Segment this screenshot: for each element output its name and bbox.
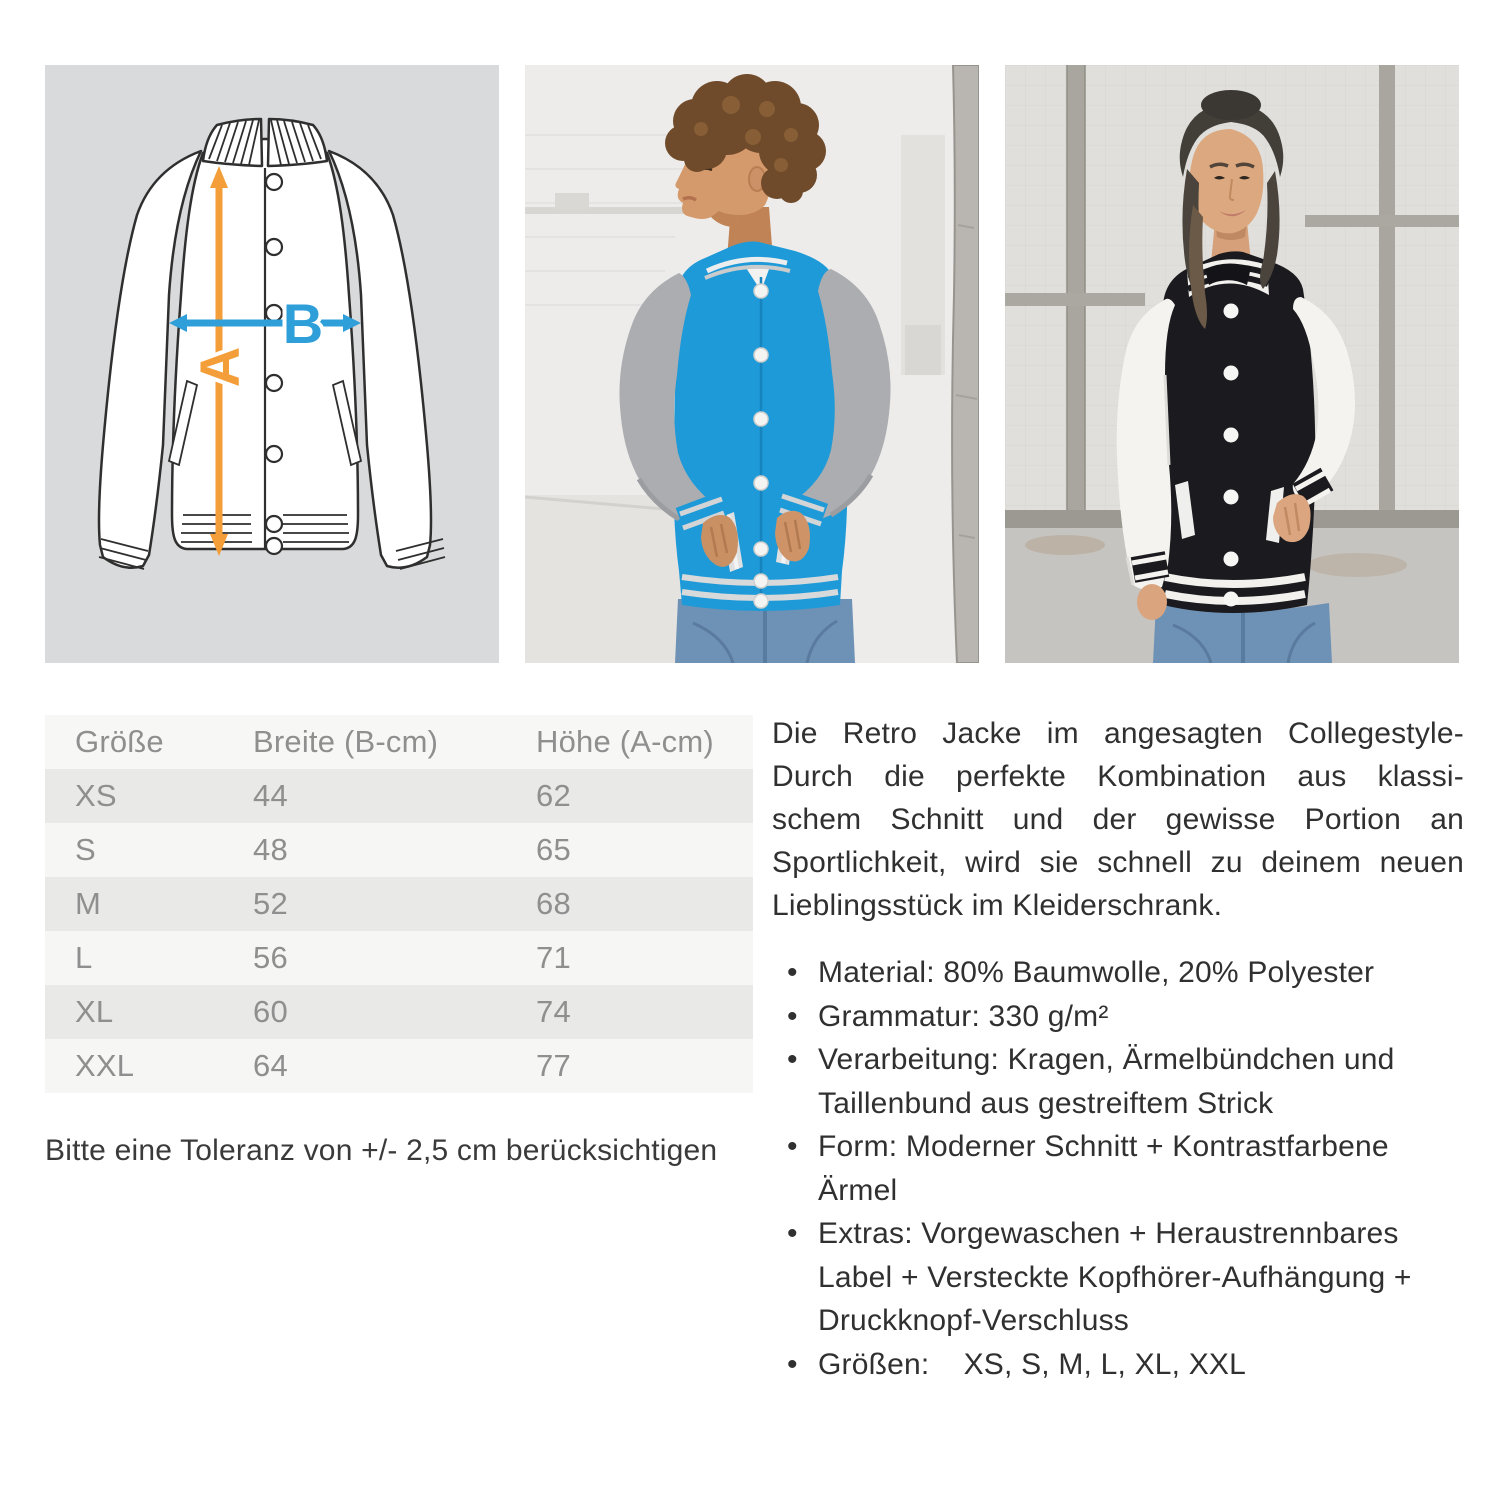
- description-paragraph: [772, 712, 1464, 927]
- feature-item: [772, 1125, 1464, 1212]
- feature-line: • Material: 80% Baumwolle, 20% Polyester: [818, 956, 1375, 989]
- table-cell: 65: [536, 832, 571, 867]
- description-line: Lieblingsstück im Kleiderschrank.: [772, 889, 1223, 922]
- feature-line: Label + Versteckte Kopfhörer-Aufhängung +: [818, 1260, 1412, 1294]
- description-line: Sportlichkeit, wird sie schnell zu deinem neuen: [772, 846, 1464, 879]
- feature-item: [772, 1343, 1464, 1387]
- table-row: [45, 985, 753, 1039]
- feature-line: • Grammatur: 330 g/m²: [818, 999, 1109, 1033]
- table-cell: 44: [253, 778, 288, 813]
- table-row: [45, 823, 753, 877]
- table-cell: 68: [536, 886, 571, 921]
- table-row: [45, 877, 753, 931]
- feature-line: • Größen: XS, S, M, L, XL, XXL: [818, 1347, 1247, 1381]
- table-cell: 64: [253, 1048, 288, 1083]
- size-table-header-row: [45, 715, 753, 769]
- size-diagram-graphic: [45, 65, 499, 663]
- table-row: [45, 769, 753, 823]
- table-cell: 52: [253, 886, 288, 921]
- table-cell: 48: [253, 832, 288, 867]
- table-cell: 62: [536, 778, 571, 813]
- table-cell: XXL: [75, 1048, 135, 1083]
- feature-line: Taillenbund aus gestreiftem Strick: [818, 1086, 1274, 1120]
- label-b: B: [282, 292, 324, 355]
- table-cell: 77: [536, 1048, 571, 1083]
- table-cell: XS: [75, 778, 117, 813]
- female-model-graphic: [1005, 65, 1459, 663]
- size-table-header-cell: Größe: [75, 724, 164, 759]
- table-cell: M: [75, 886, 102, 921]
- size-table-section: [45, 715, 755, 1093]
- description-line: Die Retro Jacke im angesagten Collegestyle-: [772, 717, 1464, 750]
- size-table: [45, 715, 753, 1093]
- feature-line: Ärmel: [818, 1173, 898, 1207]
- feature-line: • Verarbeitung: Kragen, Ärmelbündchen und: [818, 1043, 1395, 1076]
- table-cell: L: [75, 940, 93, 975]
- table-cell: 60: [253, 994, 288, 1029]
- feature-line: • Form: Moderner Schnitt + Kontrastfarbene: [818, 1130, 1389, 1163]
- size-diagram-image[interactable]: [45, 65, 499, 663]
- table-row: [45, 1039, 753, 1093]
- product-image-row: [45, 65, 1459, 663]
- male-model-graphic: [525, 65, 979, 663]
- description-line: Durch die perfekte Kombination aus klassi-: [772, 760, 1464, 793]
- feature-item: [772, 951, 1464, 995]
- table-cell: 56: [253, 940, 288, 975]
- size-table-header-cell: Breite (B-cm): [253, 724, 439, 759]
- table-cell: 74: [536, 994, 571, 1029]
- feature-list: [772, 951, 1464, 1386]
- feature-item: [772, 995, 1464, 1039]
- tolerance-note: Bitte eine Toleranz von +/- 2,5 cm berücksichtigen: [45, 1134, 718, 1167]
- feature-line: Druckknopf-Verschluss: [818, 1304, 1129, 1337]
- size-table-header-cell: Höhe (A-cm): [536, 724, 714, 759]
- feature-item: [772, 1212, 1464, 1343]
- product-description-section: [772, 712, 1464, 1386]
- size-table-body: [45, 769, 753, 1093]
- table-cell: 71: [536, 940, 571, 975]
- label-a: A: [188, 346, 251, 388]
- table-cell: S: [75, 832, 96, 867]
- table-cell: XL: [75, 994, 114, 1029]
- description-line: schem Schnitt und der gewisse Portion an: [772, 803, 1464, 836]
- table-row: [45, 931, 753, 985]
- feature-line: • Extras: Vorgewaschen + Heraustrennbares: [818, 1217, 1399, 1250]
- womens-jacket-photo[interactable]: [1005, 65, 1459, 663]
- mens-jacket-photo[interactable]: [525, 65, 979, 663]
- feature-item: [772, 1038, 1464, 1125]
